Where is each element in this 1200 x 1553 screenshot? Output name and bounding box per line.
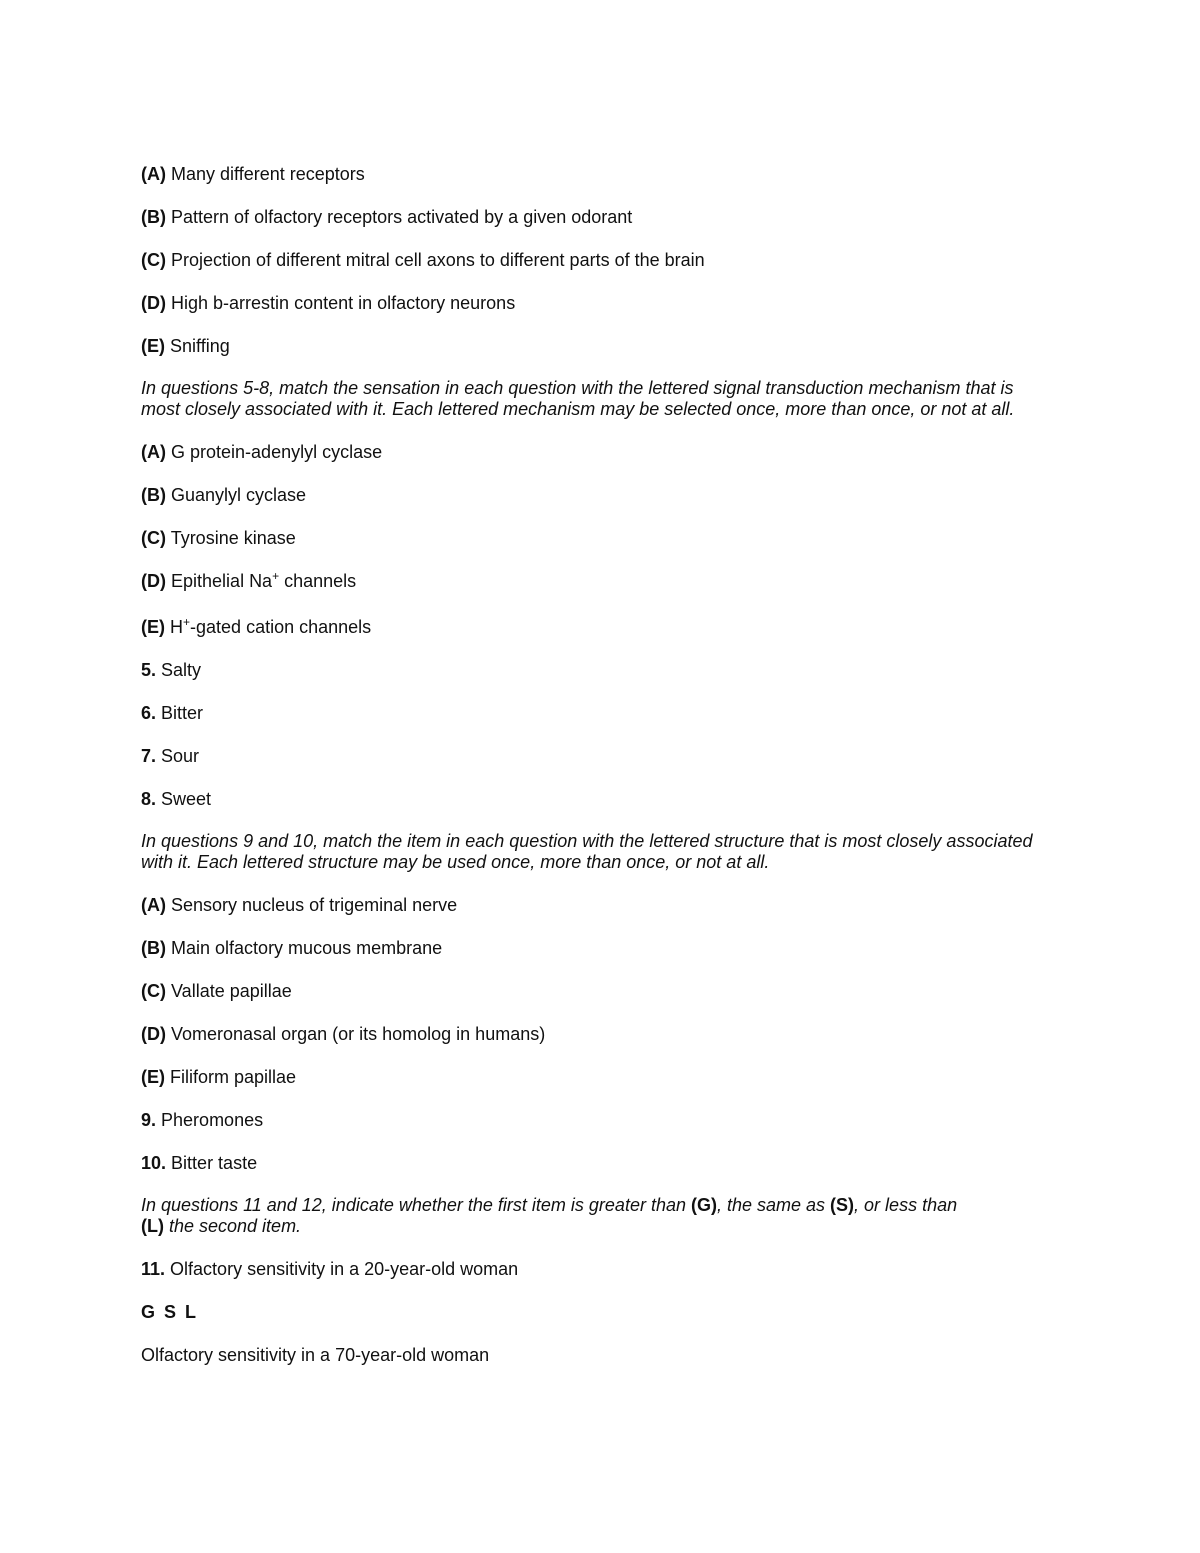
option-d <box>141 1023 1061 1045</box>
option-key: (C) <box>141 250 166 270</box>
instruction-text: , the same as <box>716 1195 831 1215</box>
option-a <box>141 163 1061 185</box>
instruction-q9-10: In questions 9 and 10, match the item in each question with the lettered structure that is most closely associated with it. Each lettered structure may be used once, more than once, or not at all. <box>141 831 1033 872</box>
option-a <box>141 894 1061 916</box>
question-9 <box>141 1109 1061 1131</box>
option-key: (A) <box>141 164 166 184</box>
option-key: (A) <box>141 895 166 915</box>
question-text: Salty <box>161 660 202 680</box>
superscript-plus: + <box>183 615 191 629</box>
question-number: 7. <box>141 746 157 766</box>
option-b <box>141 484 1061 506</box>
option-e <box>141 335 1061 357</box>
option-text: Filiform papillae <box>170 1067 297 1087</box>
question-text: Olfactory sensitivity in a 20-year-old woman <box>170 1259 519 1279</box>
document-page <box>141 163 1061 1387</box>
question-text: Bitter taste <box>171 1153 258 1173</box>
instruction-q5-8: In questions 5-8, match the sensation in each question with the lettered signal transduction mechanism that is most closely associated with it. Each lettered mechanism may be selected once, more than once, or not at all. <box>141 378 1015 419</box>
option-text: Many different receptors <box>171 164 365 184</box>
option-key: (E) <box>141 336 165 356</box>
instruction-text: In questions 11 and 12, indicate whether the first item is greater than <box>141 1195 691 1215</box>
question-text: Bitter <box>161 703 204 723</box>
option-key: (B) <box>141 207 166 227</box>
option-key: (D) <box>141 293 166 313</box>
question-text: Sour <box>161 746 200 766</box>
option-text: Vomeronasal organ (or its homolog in humans) <box>171 1024 546 1044</box>
option-a <box>141 441 1061 463</box>
option-text: Vallate papillae <box>171 981 292 1001</box>
option-key: (A) <box>141 442 166 462</box>
option-d <box>141 292 1061 314</box>
question-number: 5. <box>141 660 157 680</box>
option-text-post: channels <box>279 571 357 591</box>
option-text: Pattern of olfactory receptors activated by a given odorant <box>171 207 633 227</box>
option-text-post: -gated cation channels <box>190 617 372 637</box>
question-number: 9. <box>141 1110 157 1130</box>
option-text-pre: H <box>170 617 184 637</box>
option-key: (E) <box>141 1067 165 1087</box>
option-c <box>141 249 1061 271</box>
question-text: Sweet <box>161 789 212 809</box>
option-key: (B) <box>141 485 166 505</box>
option-e <box>141 616 1061 638</box>
option-text: Sniffing <box>170 336 230 356</box>
answer-choices-gsl: G S L <box>141 1302 199 1322</box>
option-b <box>141 206 1061 228</box>
option-text: Guanylyl cyclase <box>171 485 307 505</box>
question-7 <box>141 745 1061 767</box>
option-text-pre: Epithelial Na <box>171 571 273 591</box>
option-text: Main olfactory mucous membrane <box>171 938 443 958</box>
choice-g: (G) <box>690 1195 717 1215</box>
question-number: 11. <box>141 1259 166 1279</box>
option-c <box>141 527 1061 549</box>
question-number: 6. <box>141 703 157 723</box>
instruction-text: the second item. <box>163 1216 302 1236</box>
question-11 <box>141 1258 1061 1280</box>
instruction-text: , or less than <box>854 1195 958 1215</box>
option-key: (D) <box>141 571 166 591</box>
choice-s: (S) <box>830 1195 855 1215</box>
option-key: (C) <box>141 528 166 548</box>
question-8 <box>141 788 1061 810</box>
option-key: (B) <box>141 938 166 958</box>
option-text: Projection of different mitral cell axons to different parts of the brain <box>171 250 705 270</box>
question-text: Pheromones <box>161 1110 264 1130</box>
question-number: 10. <box>141 1153 167 1173</box>
option-b <box>141 937 1061 959</box>
question-number: 8. <box>141 789 157 809</box>
question-6 <box>141 702 1061 724</box>
superscript-plus: + <box>272 569 280 583</box>
option-c <box>141 980 1061 1002</box>
option-e <box>141 1066 1061 1088</box>
option-key: (E) <box>141 617 165 637</box>
option-d <box>141 570 1061 592</box>
option-text: Sensory nucleus of trigeminal nerve <box>171 895 458 915</box>
question-5 <box>141 659 1061 681</box>
second-item: Olfactory sensitivity in a 70-year-old woman <box>141 1345 490 1365</box>
option-key: (C) <box>141 981 166 1001</box>
option-text: G protein-adenylyl cyclase <box>171 442 383 462</box>
option-text: Tyrosine kinase <box>170 528 296 548</box>
choice-l: (L) <box>141 1216 164 1236</box>
question-10 <box>141 1152 1061 1174</box>
instruction-q11-12 <box>141 1195 1046 1237</box>
option-key: (D) <box>141 1024 166 1044</box>
option-text: High b-arrestin content in olfactory neurons <box>171 293 516 313</box>
